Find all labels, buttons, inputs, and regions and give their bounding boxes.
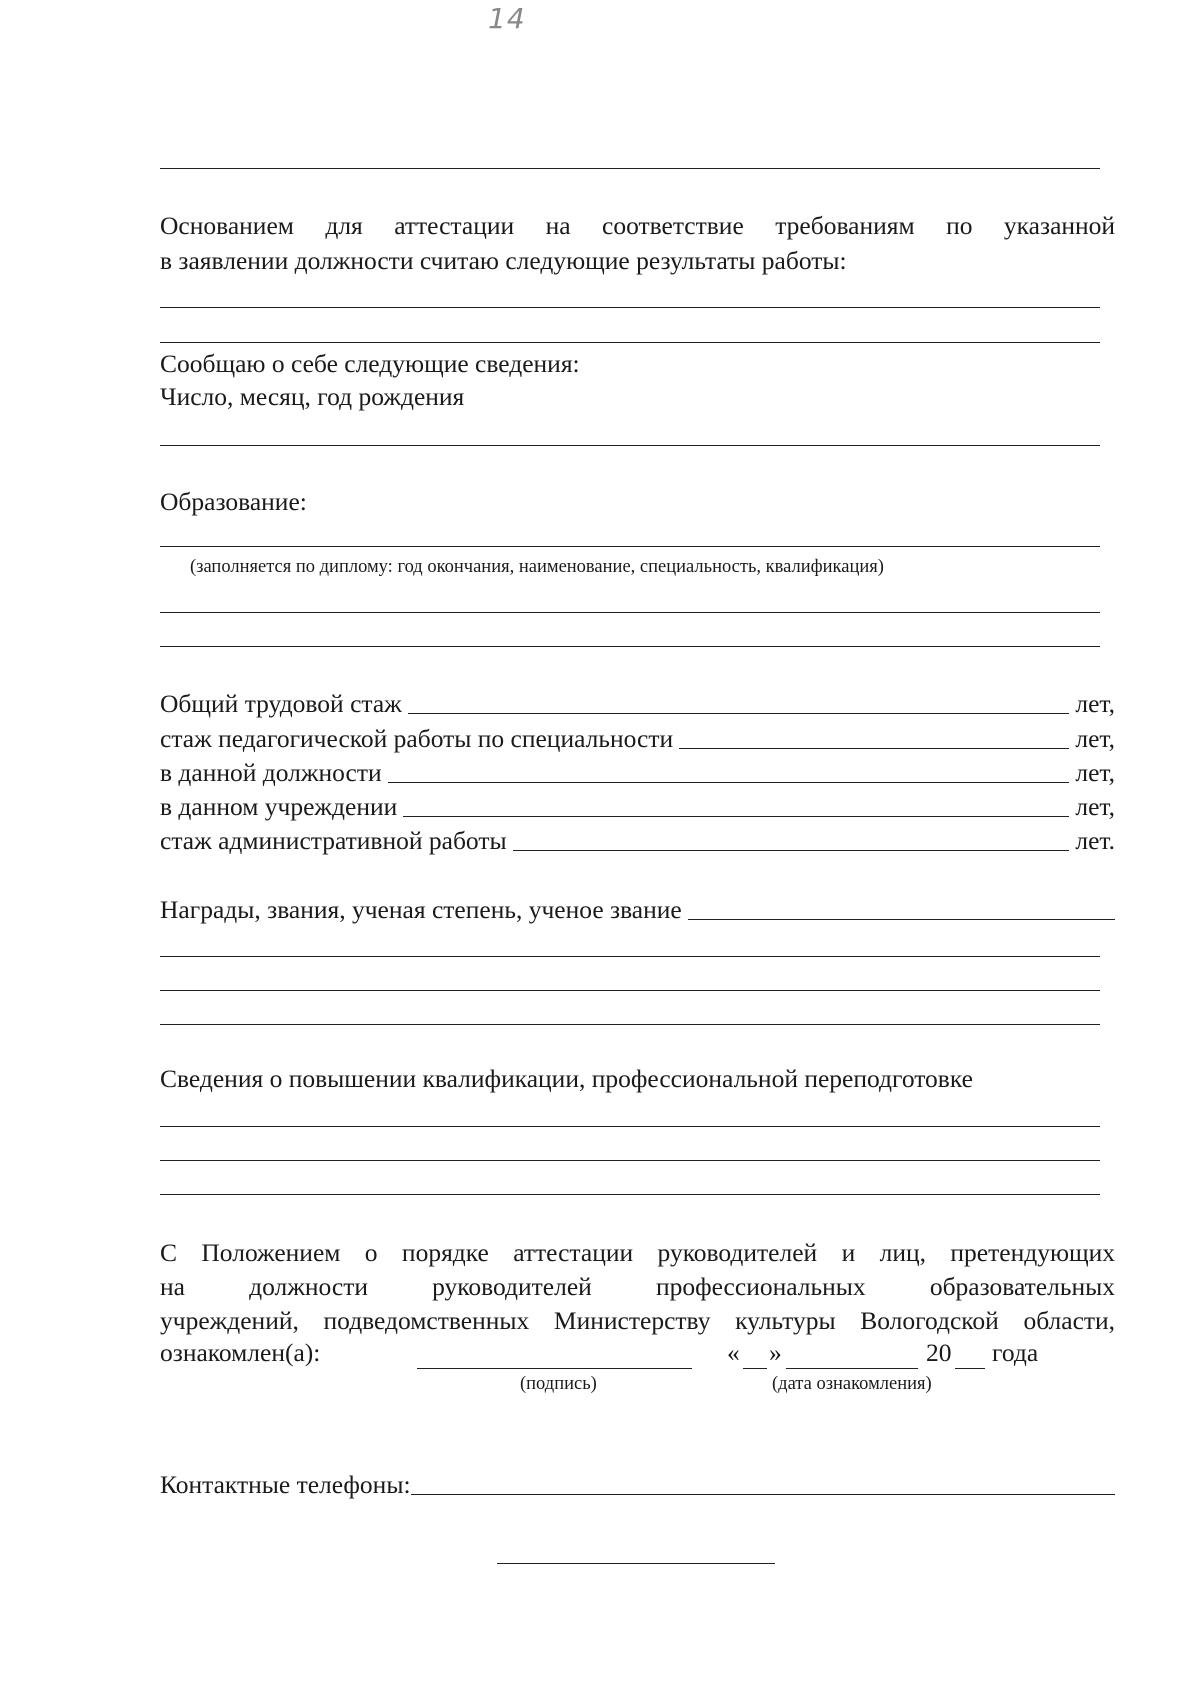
awards-row [160,893,1115,925]
awards-label: Награды, звания, ученая степень, ученое звание [160,895,682,924]
education-line-3[interactable] [160,646,1100,647]
awards-field[interactable] [688,918,1115,920]
basis-answer-line-1[interactable] [160,307,1100,308]
qualification-label: Сведения о повышении квалификации, профессиональной переподготовке [160,1064,973,1093]
qualification-line-3[interactable] [160,1194,1100,1195]
qualification-line-1[interactable] [160,1126,1100,1127]
year-prefix: 20 [926,1338,952,1367]
experience-total-row: Общий трудовой стаж лет, [160,689,1115,718]
year-word: года [992,1338,1039,1367]
experience-position-field[interactable] [388,781,1070,783]
basis-line-1: Основанием для аттестации на соответствие требованиям по указанной [160,211,1116,240]
basis-line-2: в заявлении должности считаю следующие результаты работы: [160,246,847,275]
basis-answer-line-2[interactable] [160,342,1100,343]
education-hint: (заполняется по диплому: год окончания, наименование, специальность, квалификация) [190,557,884,577]
awards-line-3[interactable] [160,990,1100,991]
top-blank-line[interactable] [160,168,1100,169]
year-suffix-field[interactable] [955,1368,985,1369]
birth-date-label: Число, месяц, год рождения [160,382,465,411]
ack-line-2: на должности руководителей профессиональных образовательных [160,1272,1115,1301]
education-line-1[interactable] [160,546,1100,547]
experience-institution-row: в данном учреждении лет, [160,792,1115,821]
page-number: 14 [488,2,526,35]
ack-line-1: С Положением о порядке аттестации руководителей и лиц, претендующих [160,1238,1116,1267]
education-line-2[interactable] [160,612,1100,613]
experience-position-row: в данной должности лет, [160,758,1115,787]
signature-caption: (подпись) [520,1374,597,1394]
experience-total-field[interactable] [408,712,1070,714]
contacts-field[interactable] [411,1493,1115,1495]
experience-pedagogical-field[interactable] [679,747,1069,749]
contacts-label: Контактные телефоны: [160,1470,411,1499]
date-open-quote: « [727,1338,740,1367]
experience-pedagogical-row: стаж педагогической работы по специальности лет, [160,724,1115,753]
date-day-field[interactable] [743,1368,767,1369]
signature-field[interactable] [417,1368,692,1369]
awards-line-4[interactable] [160,1024,1100,1025]
contacts-row [160,1468,1115,1500]
familiarized-label: ознакомлен(а): [160,1338,321,1367]
experience-institution-field[interactable] [403,815,1069,817]
experience-administrative-field[interactable] [513,849,1070,851]
date-caption: (дата ознакомления) [772,1374,932,1394]
birth-date-line[interactable] [160,445,1100,446]
awards-line-2[interactable] [160,956,1100,957]
education-label: Образование: [160,487,307,516]
about-intro: Сообщаю о себе следующие сведения: [160,349,580,378]
date-close-quote: » [769,1338,782,1367]
closing-rule [497,1563,775,1564]
qualification-line-2[interactable] [160,1160,1100,1161]
ack-line-3: учреждений, подведомственных Министерству культуры Вологодской области, [160,1306,1116,1335]
experience-administrative-row: стаж административной работы лет. [160,826,1115,855]
date-month-field[interactable] [786,1368,918,1369]
